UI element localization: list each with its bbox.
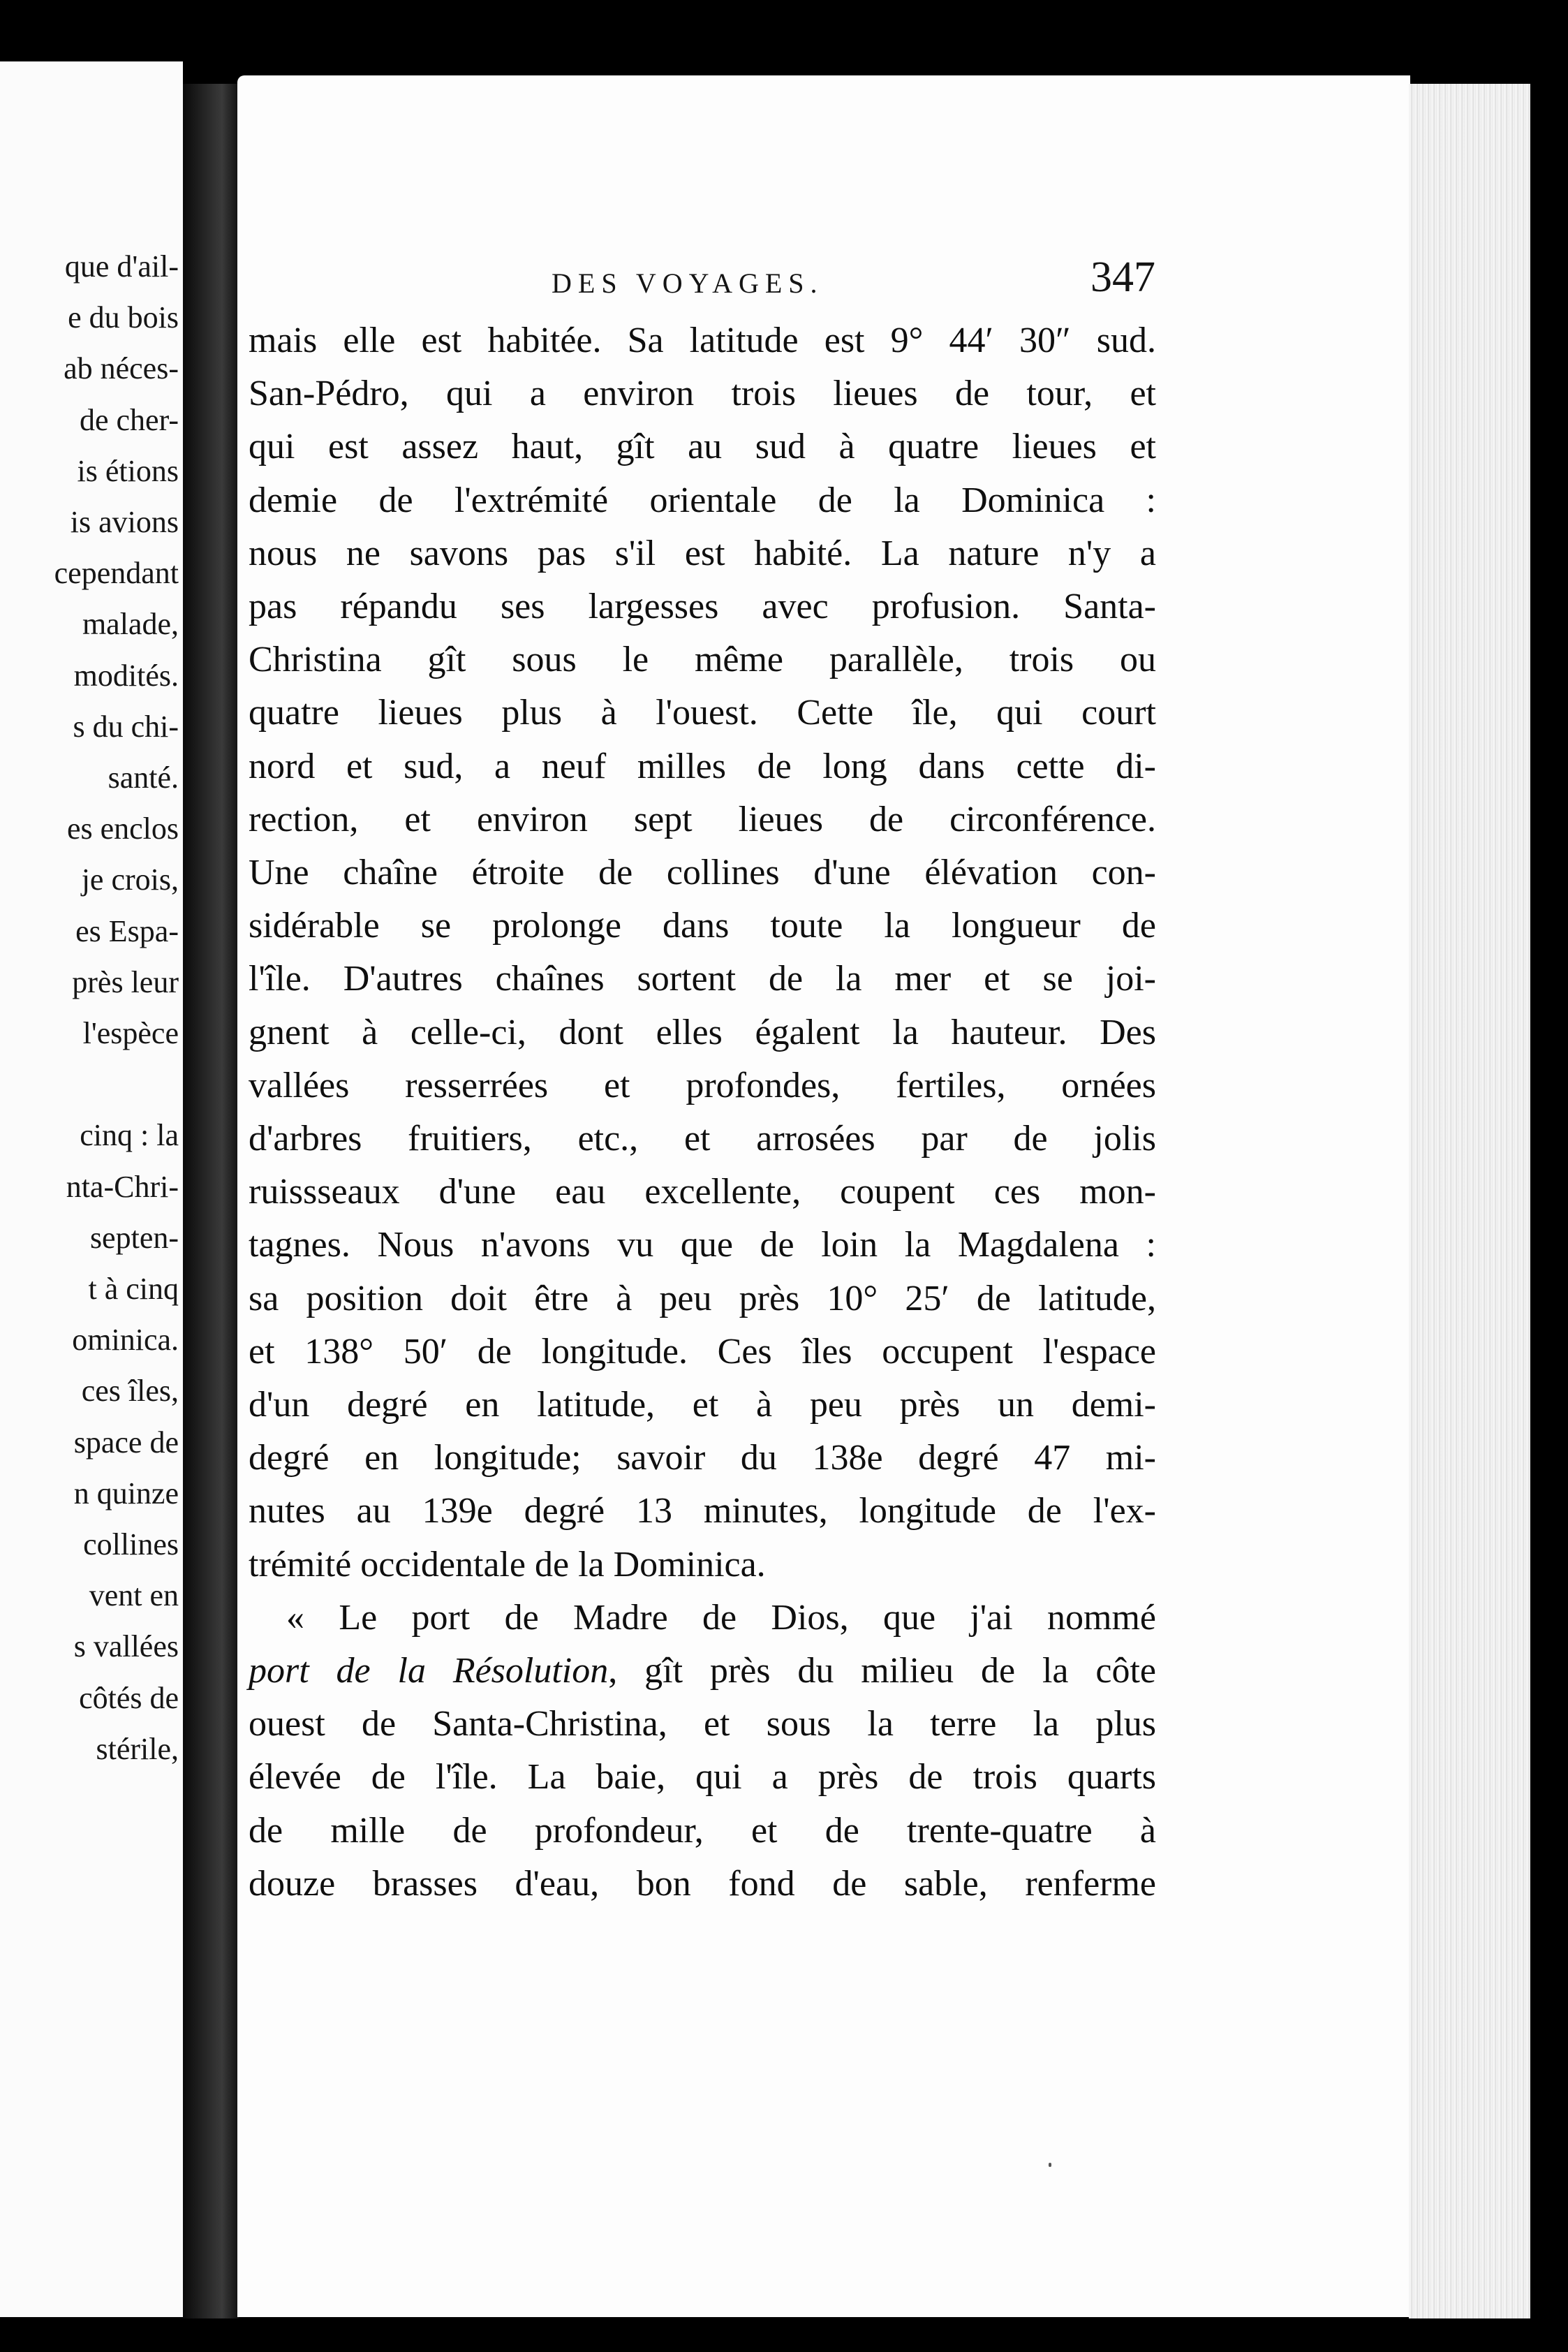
left-page-line: malade, — [82, 607, 179, 642]
text-line: San-Pédro, qui a environ trois lieues de tour, et — [249, 374, 1156, 414]
left-page-line: n quinze — [73, 1476, 179, 1511]
left-page-line: nta-Chri- — [66, 1169, 179, 1204]
text-line: nord et sud, a neuf milles de long dans cette di- — [249, 746, 1156, 786]
left-page-line: cependant — [54, 556, 179, 591]
left-page-line: is avions — [70, 505, 179, 539]
text-line: trémité occidentale de la Dominica. — [249, 1544, 766, 1585]
text-line: tagnes. Nous n'avons vu que de loin la Magdalena : — [249, 1225, 1156, 1265]
text-line: ruissseaux d'une eau excellente, coupent ces mon- — [249, 1172, 1156, 1212]
top-shadow — [0, 0, 1568, 77]
text-line: pas répandu ses largesses avec profusion. Santa- — [249, 587, 1156, 626]
left-page-line: ominica. — [72, 1323, 179, 1358]
text-line: sidérable se prolonge dans toute la longueur de — [249, 906, 1156, 946]
text-line: nutes au 139e degré 13 minutes, longitude de l'ex- — [249, 1491, 1156, 1531]
left-page-line: stérile, — [96, 1731, 179, 1766]
left-page-line: collines — [83, 1527, 179, 1561]
background-edge — [1530, 84, 1568, 2318]
left-page-line: côtés de — [79, 1680, 179, 1715]
left-page-line: je crois, — [81, 862, 179, 897]
text-line: douze brasses d'eau, bon fond de sable, renferme — [249, 1863, 1156, 1904]
text-line: Christina gît sous le même parallèle, trois ou — [249, 640, 1156, 680]
text-line: nous ne savons pas s'il est habité. La nature n'y a — [249, 533, 1156, 573]
text-line: d'un degré en latitude, et à peu près un demi- — [249, 1385, 1156, 1425]
text-line: de mille de profondeur, et de trente-quatre à — [249, 1810, 1156, 1851]
text-line: Une chaîne étroite de collines d'une élévation con- — [249, 853, 1156, 892]
left-page-line: s vallées — [73, 1629, 179, 1664]
text-line: d'arbres fruitiers, etc., et arrosées par de jolis — [249, 1119, 1156, 1159]
text-line: ouest de Santa-Christina, et sous la terre la plus — [249, 1704, 1156, 1744]
left-page-line: e du bois — [68, 300, 179, 335]
left-page-line: près leur — [72, 964, 179, 999]
left-page-line: vent en — [89, 1578, 179, 1613]
left-page-line: modités. — [73, 658, 179, 693]
left-page — [0, 61, 183, 2317]
text-line: gnent à celle-ci, dont elles égalent la hauteur. Des — [249, 1012, 1156, 1052]
text-line: quatre lieues plus à l'ouest. Cette île, qui court — [249, 693, 1156, 733]
page-edges — [1409, 84, 1534, 2318]
left-page-line: ab néces- — [64, 351, 179, 386]
italic-phrase: port de la Résolution — [249, 1651, 609, 1691]
text-line: qui est assez haut, gît au sud à quatre lieues et — [249, 427, 1156, 467]
text-line: sa position doit être à peu près 10° 25′ de latitude, — [249, 1278, 1156, 1318]
left-page-line: cinq : la — [80, 1118, 179, 1153]
text-line: demie de l'extrémité orientale de la Dominica : — [249, 480, 1156, 520]
left-page-line: es Espa- — [75, 913, 179, 948]
text-line: mais elle est habitée. Sa latitude est 9° 44′ 30″ sud. — [249, 321, 1156, 360]
left-page-line: septen- — [89, 1220, 179, 1255]
text-line: élevée de l'île. La baie, qui a près de trois quarts — [249, 1757, 1156, 1798]
text-line: l'île. D'autres chaînes sortent de la mer et se joi- — [249, 959, 1156, 999]
left-page-line: s du chi- — [73, 709, 179, 744]
text-line: et 138° 50′ de longitude. Ces îles occupent l'espace — [249, 1331, 1156, 1372]
left-page-line: es enclos — [66, 811, 179, 846]
left-page-line: de cher- — [79, 402, 179, 437]
left-page-line: l'espèce — [82, 1016, 179, 1050]
text-line: degré en longitude; savoir du 138e degré 47 mi- — [249, 1438, 1156, 1478]
text-line: rection, et environ sept lieues de circonférence. — [249, 799, 1156, 839]
left-page-line: santé. — [108, 760, 179, 795]
text-line: port de la Résolution, gît près du milieu de la côte — [249, 1651, 1156, 1691]
book-gutter — [183, 84, 239, 2318]
text-line: « Le port de Madre de Dios, que j'ai nommé — [286, 1597, 1156, 1638]
text-line: vallées resserrées et profondes, fertiles, ornées — [249, 1065, 1156, 1105]
left-page-line: ces îles, — [81, 1374, 179, 1409]
paper-speck — [1049, 2163, 1051, 2167]
left-page-line: space de — [73, 1425, 179, 1460]
running-head: DES VOYAGES. — [552, 267, 824, 299]
left-page-line: is étions — [77, 453, 179, 488]
page-number: 347 — [1090, 253, 1155, 301]
left-page-line: que d'ail- — [64, 249, 179, 284]
left-page-line: t à cinq — [88, 1272, 179, 1306]
